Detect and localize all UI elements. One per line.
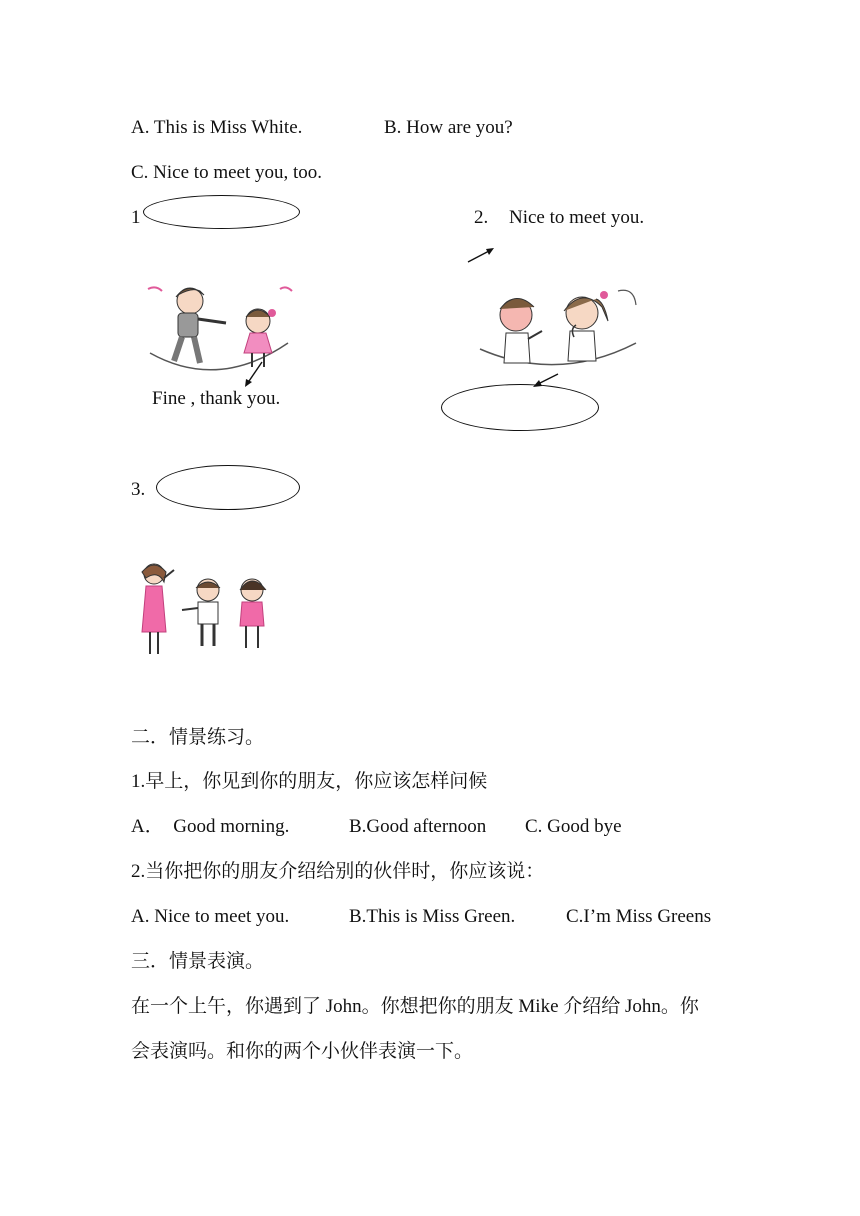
picture-3-answer-oval[interactable] xyxy=(156,465,300,510)
question-1-prompt: 1.早上，你见到你的朋友，你应该怎样问候 xyxy=(131,771,488,792)
question-2-prompt: 2.当你把你的朋友介绍给别的伙伴时，你应该说： xyxy=(131,861,545,882)
picture-2-arrow-up-icon xyxy=(464,245,498,267)
picture-2-boy-girl-illustration xyxy=(478,287,638,371)
picture-2-answer-oval[interactable] xyxy=(441,384,599,431)
picture-2-speech-text: Nice to meet you. xyxy=(509,207,645,228)
option-b: B. How are you? xyxy=(384,117,513,138)
picture-1-boy-girl-illustration xyxy=(148,283,293,373)
question-2-option-a: A. Nice to meet you. xyxy=(131,906,290,927)
section-3-paragraph-line-1: 在一个上午，你遇到了 John。你想把你的朋友 Mike 介绍给 John。你 xyxy=(131,996,699,1017)
section-3-heading: 三．情景表演。 xyxy=(131,951,265,972)
option-c: C. Nice to meet you, too. xyxy=(131,162,323,183)
section-3-paragraph-line-2: 会表演吗。和你的两个小伙伴表演一下。 xyxy=(131,1041,474,1062)
question-2-option-c: C.I’m Miss Greens xyxy=(566,906,712,927)
picture-2-number: 2. xyxy=(474,207,489,228)
option-a: A. This is Miss White. xyxy=(131,117,303,138)
picture-1-number: 1 xyxy=(131,207,141,228)
question-1-option-a: A． Good morning. xyxy=(131,816,290,837)
question-1-option-b: B.Good afternoon xyxy=(349,816,487,837)
picture-3-teacher-children-illustration xyxy=(128,562,276,658)
question-2-option-b: B.This is Miss Green. xyxy=(349,906,516,927)
picture-3-number: 3. xyxy=(131,479,146,500)
picture-1-answer-oval[interactable] xyxy=(143,195,300,229)
picture-1-arrow-icon xyxy=(240,360,270,390)
picture-1-response-text: Fine , thank you. xyxy=(152,388,281,409)
section-2-heading: 二．情景练习。 xyxy=(131,727,265,748)
question-1-option-c: C. Good bye xyxy=(525,816,622,837)
